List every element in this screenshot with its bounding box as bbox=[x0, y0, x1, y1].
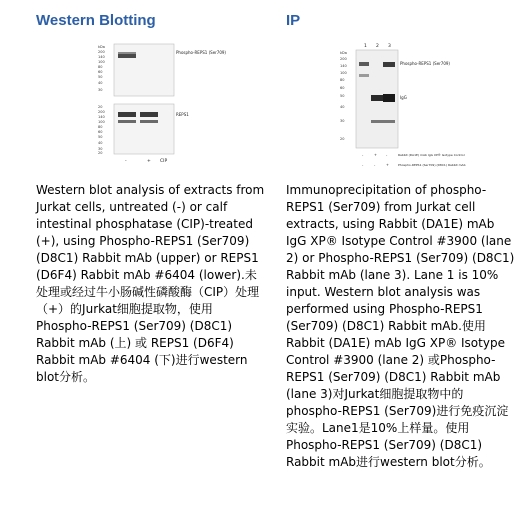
band-lane2-light bbox=[371, 120, 383, 123]
upper-band-label: Phospho-REPS1 (Ser709) bbox=[176, 50, 226, 55]
mw-marker: 100 bbox=[98, 120, 105, 124]
mw-marker: 20 bbox=[98, 151, 103, 155]
upper-band-lane1-shadow bbox=[118, 52, 136, 54]
ip-caption: Immunoprecipitation of phospho-REPS1 (Ser709) from Jurkat cell extracts, using Rabbit (DA1E) mAb IgG XP® Isotype Control #3900 (lane 2) or Phospho-REPS1 (Ser709) (D8C1) Rabbit mAb (lane 3). Lane 1 is 10% input. Western blot analysis was performed using Phospho-REPS1 (Ser709) (D8C1) Rabbit mAb.使用 Rabbit (DA1E) mAb IgG XP® Isotype Control #3900 (lane 2) 或Phospho-REPS1 (Ser709) (D8C1) Rabbit mAb (lane 3)对Jurkat细胞提取物中的phospho-REPS1 (Ser709)进行免疫沉淀实验。Lane1是10%上样量。使用Phospho-REPS1 (Ser709) (D8C1) Rabbit mAb进行western blot分析。 bbox=[286, 183, 515, 469]
mw-marker: 140 bbox=[340, 64, 347, 68]
lower-band-label: REPS1 bbox=[176, 112, 189, 117]
lower-blot-panel bbox=[114, 104, 174, 154]
ip-heading: IP bbox=[286, 12, 301, 29]
mw-marker: 200 bbox=[98, 110, 105, 114]
band-lane2-igg bbox=[371, 95, 383, 101]
band-lane1-reps1 bbox=[359, 62, 369, 66]
mw-marker: 200 bbox=[340, 57, 347, 61]
legend-mark: - bbox=[362, 163, 364, 167]
mw-marker: 60 bbox=[98, 130, 103, 134]
lane-number: 1 bbox=[364, 44, 367, 49]
mw-marker: 200 bbox=[98, 50, 105, 54]
lane-label-plus: + bbox=[147, 159, 151, 164]
mw-marker: 50 bbox=[340, 94, 345, 98]
legend-mark: - bbox=[386, 153, 388, 157]
band-label: Phospho-REPS1 (Ser709) bbox=[400, 61, 450, 66]
upper-blot-panel bbox=[114, 44, 174, 96]
mw-marker: 100 bbox=[340, 71, 347, 75]
mw-marker: 80 bbox=[98, 125, 103, 129]
mw-marker: 140 bbox=[98, 55, 105, 59]
lane-label-minus: - bbox=[125, 159, 127, 164]
lower-band-lane2 bbox=[140, 112, 158, 117]
mw-marker: 30 bbox=[98, 88, 103, 92]
lane-number: 2 bbox=[376, 44, 379, 49]
mw-marker: 30 bbox=[98, 147, 103, 151]
legend-mark: - bbox=[362, 153, 364, 157]
band-lane3-reps1 bbox=[383, 62, 395, 67]
mw-marker: 80 bbox=[98, 65, 103, 69]
mw-marker: 60 bbox=[98, 70, 103, 74]
legend-mark: + bbox=[374, 153, 377, 157]
ip-figure bbox=[336, 40, 466, 180]
lower-band-lane2-b bbox=[140, 120, 158, 123]
mw-marker: 20 bbox=[340, 137, 345, 141]
mw-marker: 100 bbox=[98, 60, 105, 64]
upper-band-lane1 bbox=[118, 54, 136, 58]
lane-label-cip: CIP bbox=[160, 159, 168, 164]
mw-marker: 30 bbox=[340, 119, 345, 123]
mw-marker: kDa bbox=[98, 45, 105, 49]
mw-marker: 140 bbox=[98, 115, 105, 119]
mw-marker: 60 bbox=[340, 86, 345, 90]
ip-blot-image bbox=[336, 40, 466, 180]
legend-mark: + bbox=[386, 163, 389, 167]
mw-marker: 50 bbox=[98, 75, 103, 79]
mw-marker: 20 bbox=[98, 105, 103, 109]
legend-row: Phospho-REPS1 (Ser709) (D8C1) Rabbit mAb bbox=[398, 163, 466, 167]
legend-mark: - bbox=[374, 163, 376, 167]
band-lane3-light bbox=[383, 120, 395, 123]
mw-marker: 80 bbox=[340, 78, 345, 82]
western-blot-caption: Western blot analysis of extracts from Jurkat cells, untreated (-) or calf intestinal phosphatase (CIP)-treated (+), using Phospho-REPS1 (Ser709) (D8C1) Rabbit mAb (upper) or REPS1 (D6F4) Rabbit mAb #6404 (lower).未处理或经过牛小肠碱性磷酸酶（CIP）处理（+）的Jurkat细胞提取物，使用Phospho-REPS1 (Ser709) (D8C1) Rabbit mAb (上) 或 REPS1 (D6F4) Rabbit mAb #6404 (下)进行western blot分析。 bbox=[36, 183, 265, 384]
igg-label: IgG bbox=[400, 95, 407, 100]
mw-marker: 40 bbox=[340, 105, 345, 109]
lower-band-lane1 bbox=[118, 112, 136, 117]
mw-marker: 40 bbox=[98, 81, 103, 85]
band-lane3-igg bbox=[383, 94, 395, 102]
lower-band-lane1-b bbox=[118, 120, 136, 123]
band-lane1-misc bbox=[359, 74, 369, 77]
mw-marker: kDa bbox=[340, 51, 347, 55]
legend-row: Rabbit (DA1E) mAb IgG XP® Isotype Control bbox=[398, 153, 465, 157]
lane-number: 3 bbox=[388, 44, 391, 49]
western-blot-figure bbox=[96, 40, 226, 170]
mw-marker: 40 bbox=[98, 141, 103, 145]
mw-marker: 50 bbox=[98, 135, 103, 139]
western-blotting-heading: Western Blotting bbox=[36, 12, 156, 29]
western-blot-image bbox=[96, 40, 226, 170]
